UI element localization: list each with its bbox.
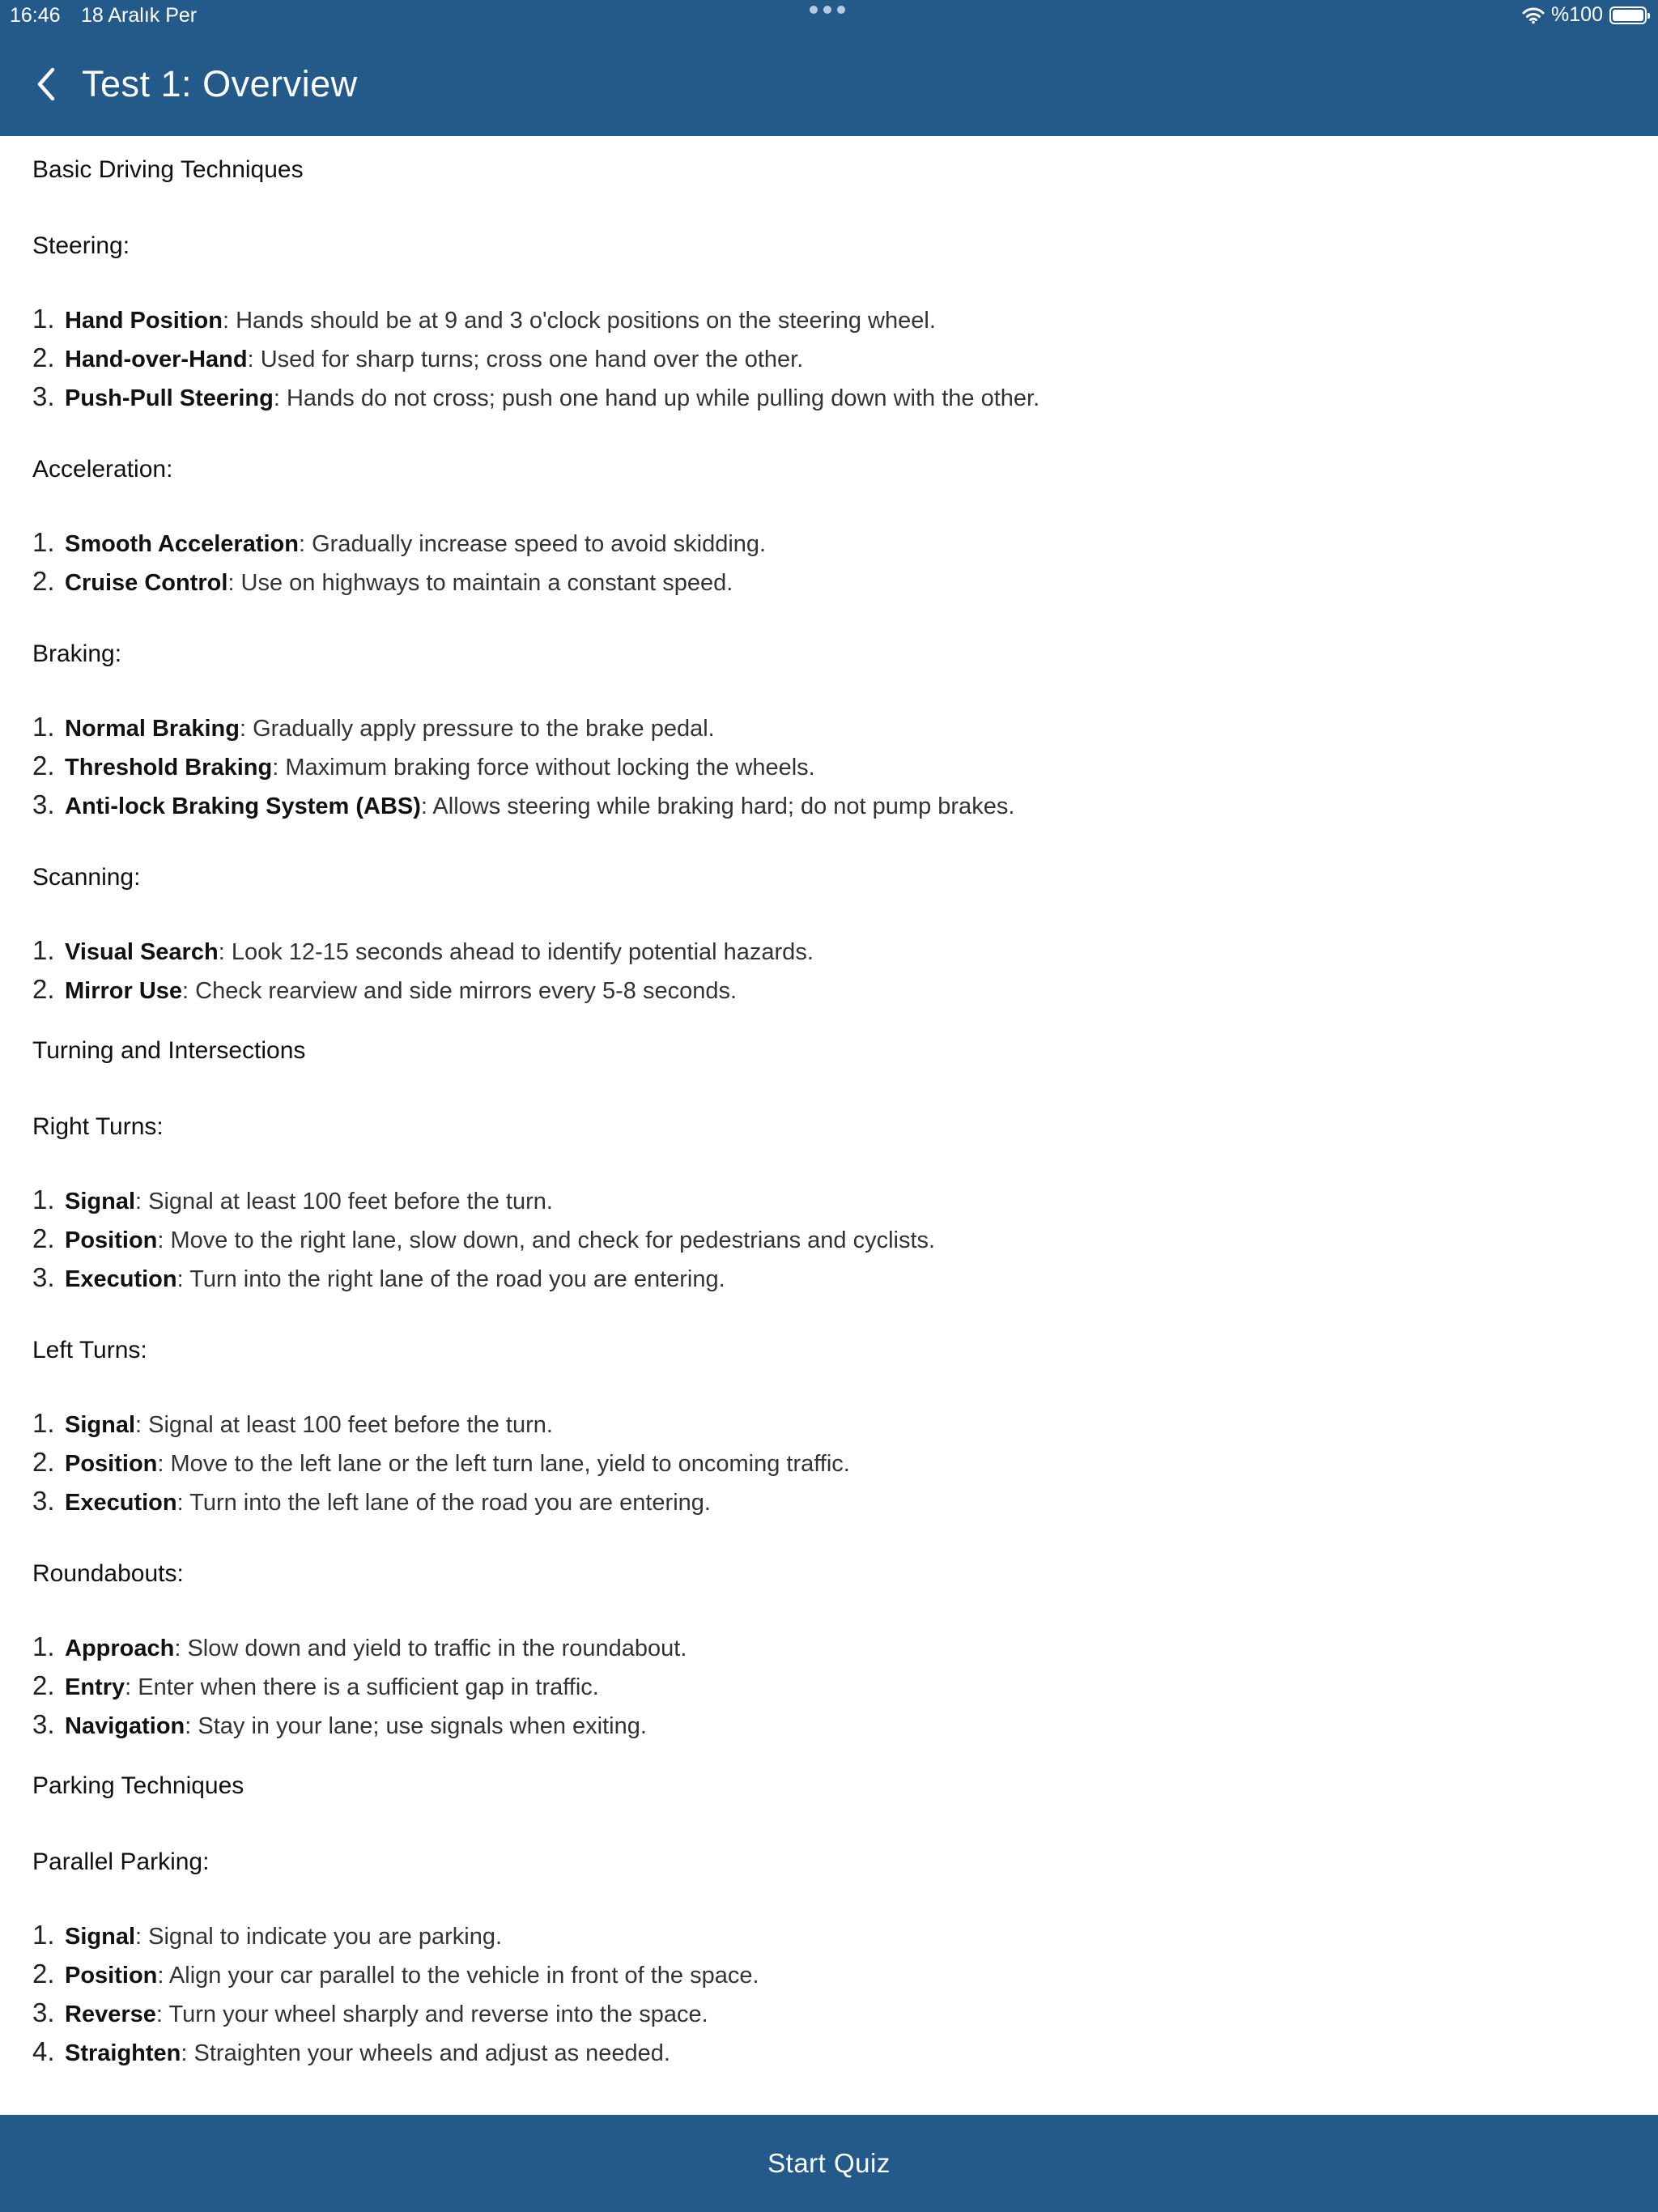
list-item — [32, 970, 1619, 1009]
list-item-number: 3. — [32, 381, 55, 411]
list-item-number: 2. — [32, 342, 55, 372]
list-item-number: 1. — [32, 304, 55, 334]
section-title: Basic Driving Techniques — [32, 156, 304, 183]
subsection-title: Steering: — [32, 232, 130, 259]
list-item-term: Signal — [65, 1189, 136, 1214]
list-item — [32, 562, 1619, 601]
numbered-list — [32, 1627, 1619, 1744]
list-item-description: : Enter when there is a sufficient gap in traffic. — [125, 1674, 599, 1700]
list-item — [32, 300, 1619, 338]
list-item — [32, 338, 1619, 377]
list-item — [32, 1916, 1619, 1955]
subsection-title: Parallel Parking: — [32, 1848, 210, 1875]
list-item-number: 3. — [32, 1997, 55, 2027]
list-item-description: : Stay in your lane; use signals when exiting. — [185, 1713, 647, 1739]
back-button[interactable] — [23, 60, 71, 108]
chevron-left-icon — [35, 66, 59, 102]
list-item-number: 2. — [32, 1223, 55, 1253]
list-item — [32, 785, 1619, 824]
list-item-description: : Gradually increase speed to avoid skidding. — [298, 531, 767, 557]
list-item-number: 1. — [32, 1631, 55, 1661]
list-item-number: 4. — [32, 2036, 55, 2066]
list-item — [32, 1219, 1619, 1258]
status-bar — [0, 0, 1658, 32]
list-item-number: 3. — [32, 1262, 55, 1292]
list-item-term: Threshold Braking — [65, 755, 273, 781]
list-item — [32, 1404, 1619, 1443]
status-date: 18 Aralık Per — [81, 4, 198, 27]
list-item-number: 1. — [32, 712, 55, 742]
list-item — [32, 1666, 1619, 1705]
list-item — [32, 1482, 1619, 1521]
list-item — [32, 377, 1619, 416]
numbered-list — [32, 1404, 1619, 1521]
status-right — [1522, 3, 1647, 27]
list-item-term: Hand-over-Hand — [65, 347, 248, 372]
list-item-term: Signal — [65, 1924, 136, 1950]
list-item-description: : Allows steering while braking hard; do not pump brakes. — [420, 793, 1015, 819]
numbered-list — [32, 1916, 1619, 2071]
list-item-term: Approach — [65, 1636, 175, 1661]
list-item-description: : Signal at least 100 feet before the turn. — [135, 1412, 553, 1438]
list-item — [32, 523, 1619, 562]
list-item — [32, 1258, 1619, 1297]
list-item-number: 2. — [32, 974, 55, 1004]
list-item-term: Mirror Use — [65, 978, 183, 1004]
list-item-term: Position — [65, 1227, 158, 1253]
list-item-number: 1. — [32, 1408, 55, 1438]
list-item — [32, 1705, 1619, 1744]
list-item-description: : Hands do not cross; push one hand up while pulling down with the other. — [273, 385, 1040, 411]
section-title: Turning and Intersections — [32, 1037, 306, 1064]
subsection-title: Roundabouts: — [32, 1560, 184, 1587]
numbered-list — [32, 708, 1619, 824]
list-item — [32, 1627, 1619, 1666]
list-item-number: 1. — [32, 935, 55, 965]
section-title: Parking Techniques — [32, 1772, 244, 1799]
list-item-description: : Maximum braking force without locking the wheels. — [272, 755, 815, 781]
list-item-term: Execution — [65, 1490, 177, 1516]
status-time: 16:46 — [10, 4, 61, 27]
subsection-title: Acceleration: — [32, 456, 173, 483]
overview-content — [32, 136, 1619, 2112]
list-item-term: Hand Position — [65, 308, 223, 334]
list-item-term: Straighten — [65, 2040, 181, 2066]
list-item-term: Visual Search — [65, 939, 219, 965]
start-quiz-button[interactable] — [0, 2115, 1658, 2212]
start-quiz-label: Start Quiz — [767, 2148, 891, 2178]
list-item-term: Anti-lock Braking System (ABS) — [65, 793, 421, 819]
list-item-description: : Signal at least 100 feet before the turn. — [135, 1189, 553, 1214]
list-item-term: Position — [65, 1451, 158, 1477]
list-item — [32, 1180, 1619, 1219]
subsection-title: Scanning: — [32, 864, 141, 891]
list-item-number: 2. — [32, 566, 55, 596]
top-bar — [0, 0, 1658, 136]
subsection-title: Right Turns: — [32, 1113, 164, 1140]
list-item-number: 3. — [32, 1486, 55, 1516]
wifi-icon — [1522, 6, 1545, 24]
list-item-term: Reverse — [65, 2001, 156, 2027]
list-item-description: : Straighten your wheels and adjust as needed. — [181, 2040, 670, 2066]
page-title: Test 1: Overview — [82, 63, 358, 104]
battery-icon — [1609, 6, 1647, 24]
list-item-description: : Use on highways to maintain a constant speed. — [227, 570, 733, 596]
list-item-number: 2. — [32, 751, 55, 781]
list-item — [32, 708, 1619, 747]
list-item-number: 3. — [32, 789, 55, 819]
list-item-term: Navigation — [65, 1713, 185, 1739]
list-item-description: : Gradually apply pressure to the brake pedal. — [239, 716, 715, 742]
list-item-description: : Turn into the right lane of the road you are entering. — [176, 1266, 725, 1292]
multitasking-dots-icon[interactable] — [810, 6, 845, 14]
list-item-term: Position — [65, 1963, 158, 1989]
list-item-number: 1. — [32, 527, 55, 557]
list-item-term: Smooth Acceleration — [65, 531, 299, 557]
list-item-description: : Look 12-15 seconds ahead to identify potential hazards. — [218, 939, 814, 965]
list-item-description: : Turn your wheel sharply and reverse into the space. — [155, 2001, 708, 2027]
list-item-term: Cruise Control — [65, 570, 228, 596]
subsection-title: Left Turns: — [32, 1337, 147, 1363]
list-item-term: Execution — [65, 1266, 177, 1292]
list-item-description: : Move to the right lane, slow down, and check for pedestrians and cyclists. — [157, 1227, 936, 1253]
list-item-description: : Slow down and yield to traffic in the roundabout. — [174, 1636, 687, 1661]
nav-bar — [0, 49, 1658, 130]
numbered-list — [32, 300, 1619, 416]
list-item-number: 1. — [32, 1920, 55, 1950]
list-item-number: 3. — [32, 1709, 55, 1739]
list-item-description: : Used for sharp turns; cross one hand over the other. — [247, 347, 804, 372]
list-item — [32, 2032, 1619, 2071]
list-item-description: : Check rearview and side mirrors every 5-8 seconds. — [182, 978, 738, 1004]
list-item-description: : Turn into the left lane of the road you are entering. — [176, 1490, 711, 1516]
list-item-term: Push-Pull Steering — [65, 385, 274, 411]
list-item — [32, 1993, 1619, 2032]
numbered-list — [32, 523, 1619, 601]
list-item — [32, 1443, 1619, 1482]
list-item-term: Normal Braking — [65, 716, 240, 742]
list-item-term: Entry — [65, 1674, 125, 1700]
list-item-description: : Align your car parallel to the vehicle in front of the space. — [157, 1963, 759, 1989]
numbered-list — [32, 1180, 1619, 1297]
list-item-number: 1. — [32, 1185, 55, 1214]
list-item-number: 2. — [32, 1447, 55, 1477]
list-item — [32, 1955, 1619, 1993]
list-item-description: : Hands should be at 9 and 3 o'clock positions on the steering wheel. — [222, 308, 936, 334]
list-item — [32, 747, 1619, 785]
list-item-description: : Signal to indicate you are parking. — [135, 1924, 503, 1950]
list-item-term: Signal — [65, 1412, 136, 1438]
subsection-title: Braking: — [32, 640, 122, 667]
list-item-number: 2. — [32, 1959, 55, 1989]
list-item — [32, 931, 1619, 970]
list-item-description: : Move to the left lane or the left turn lane, yield to oncoming traffic. — [157, 1451, 850, 1477]
numbered-list — [32, 931, 1619, 1009]
list-item-number: 2. — [32, 1670, 55, 1700]
battery-percent: %100 — [1551, 3, 1603, 26]
